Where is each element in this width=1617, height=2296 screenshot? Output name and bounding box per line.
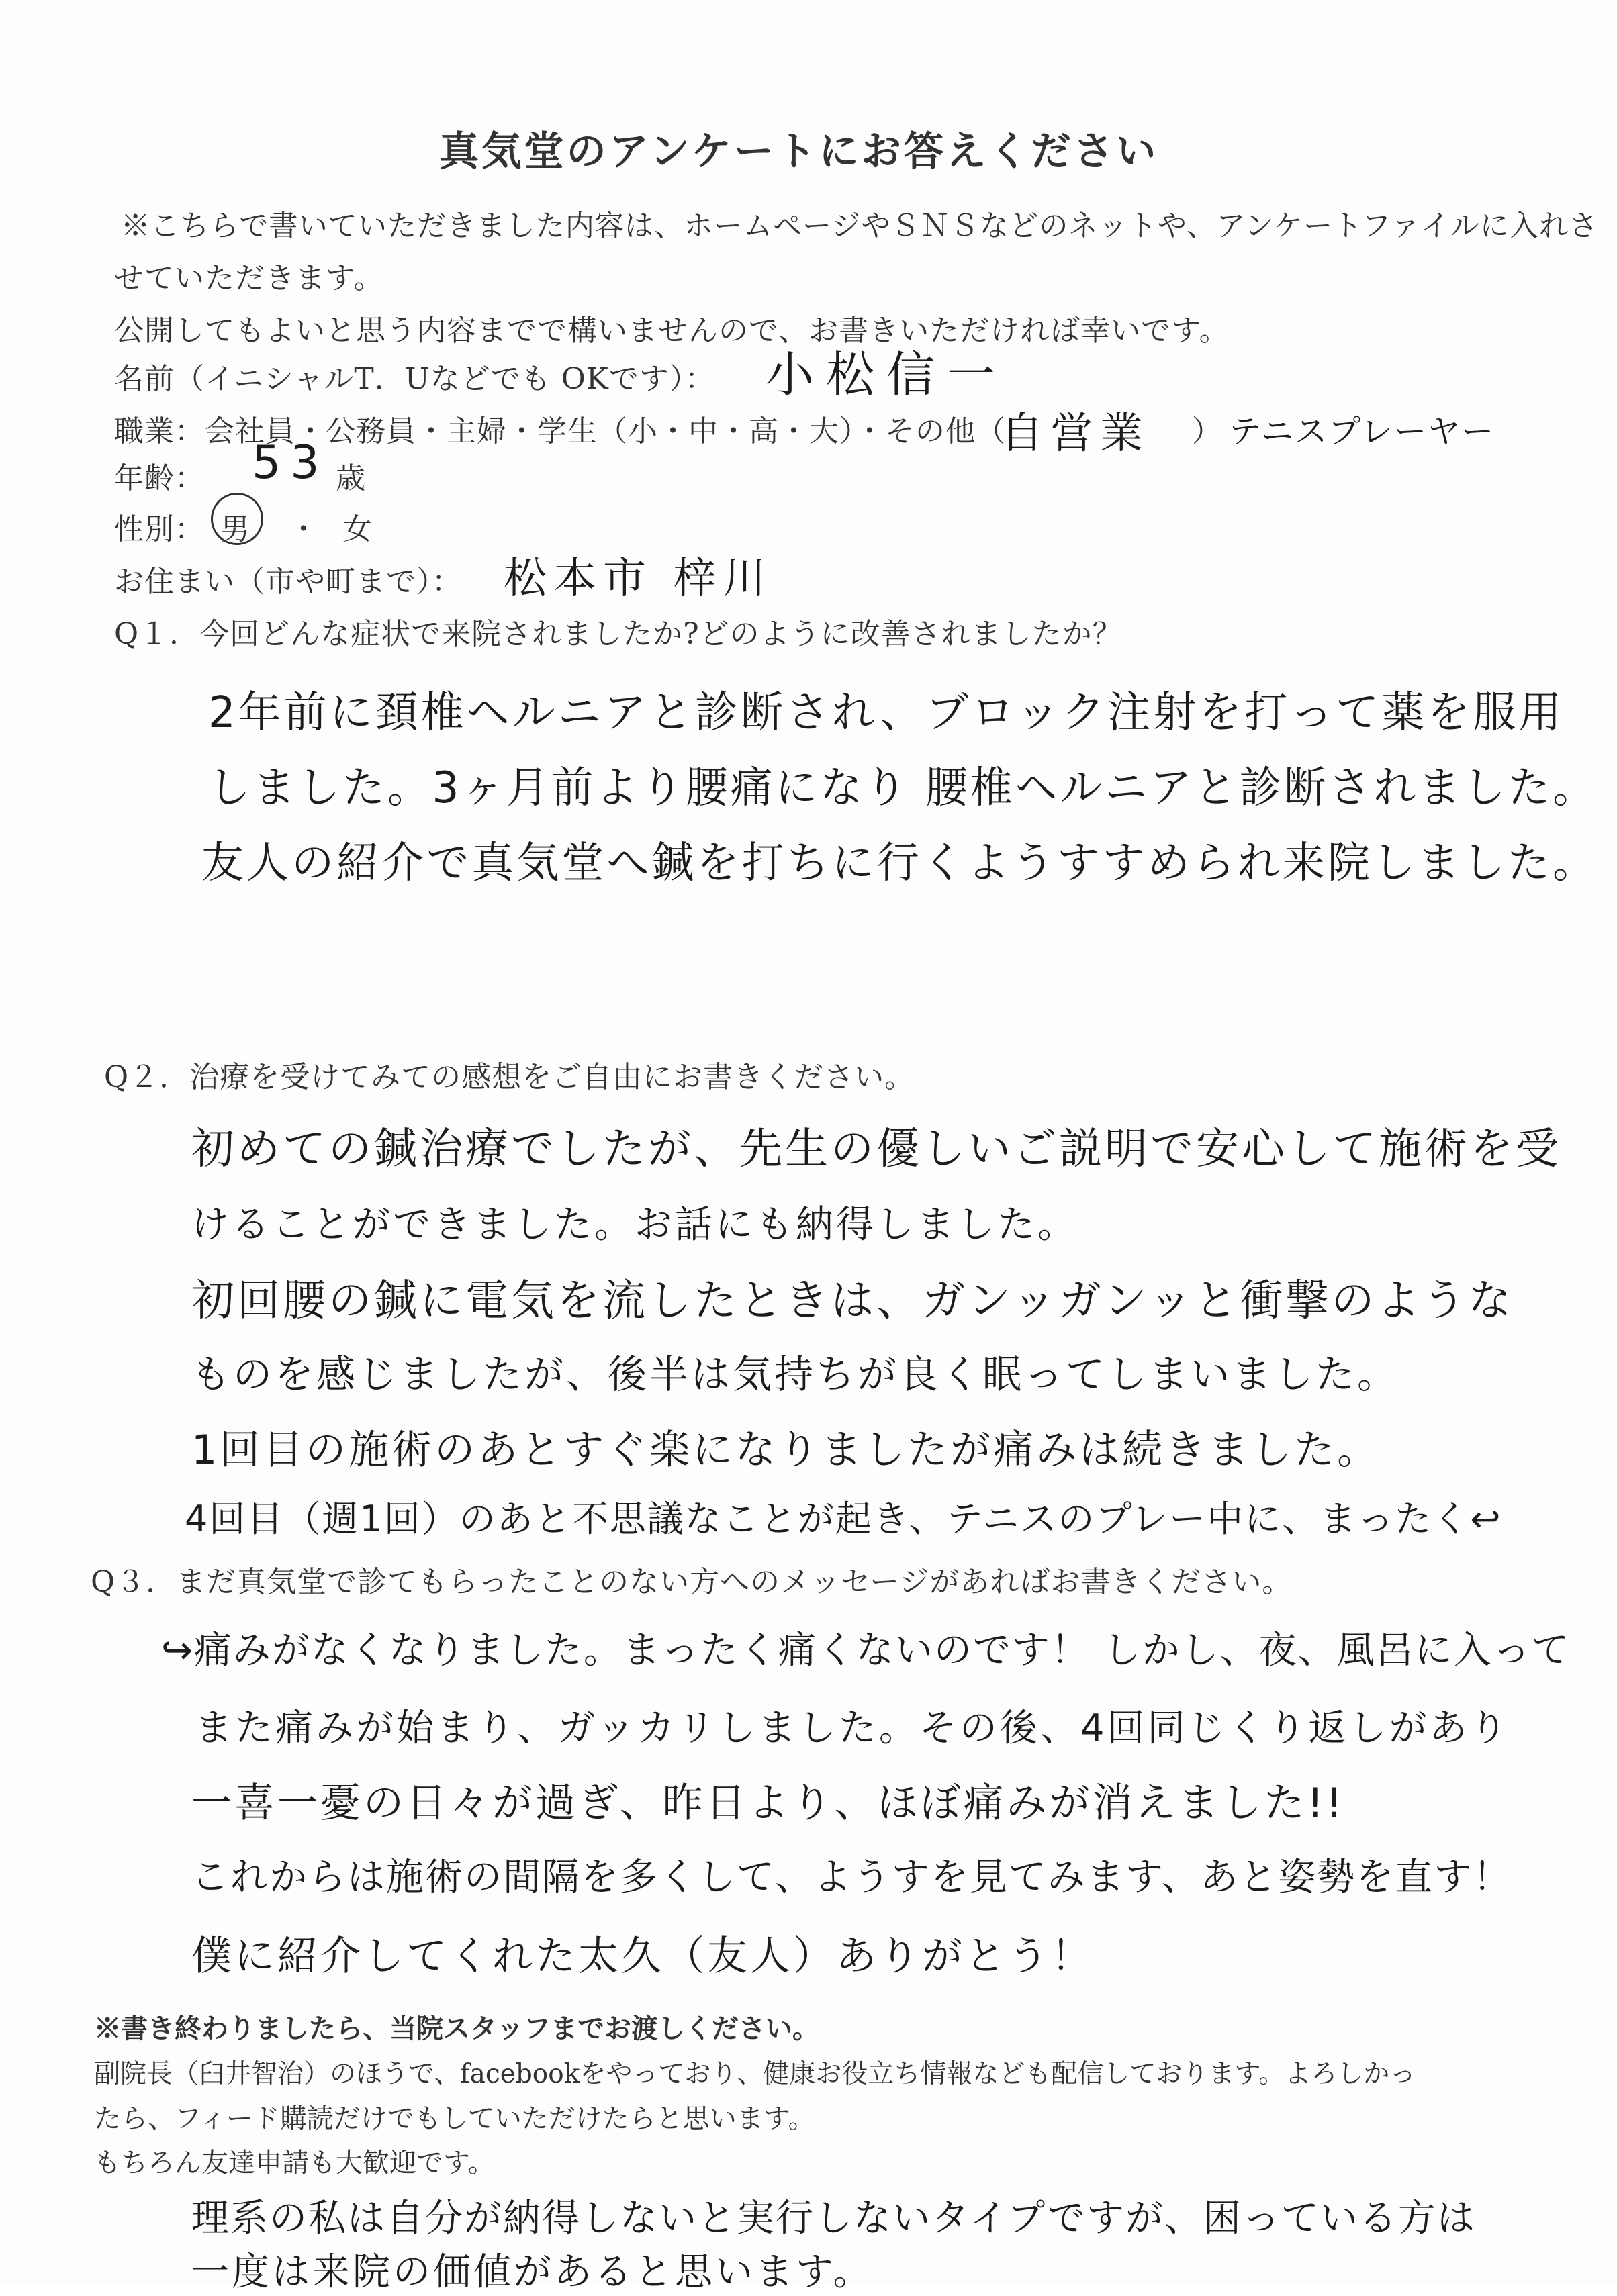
- gender-label: 性別：: [114, 512, 205, 546]
- q3-answer-line: これからは施術の間隔を多くして、ようすを見てみます、あと姿勢を直す！: [191, 1856, 1512, 1899]
- extra-answer-line: 理系の私は自分が納得しないと実行しないタイプですが、困っている方は: [191, 2197, 1476, 2240]
- q2-answer-line: ものを感じましたが、後半は気持ちが良く眠ってしまいました。: [191, 1351, 1399, 1397]
- occupation-note: テニスプレーヤー: [1229, 413, 1495, 450]
- notice-line-2: せていただきます。: [114, 261, 384, 295]
- name-label: 名前（イニシャルT．Uなどでも OKです）：: [114, 362, 715, 396]
- name-value: 小松信一: [766, 346, 1008, 403]
- extra-answer-line: 一度は来院の価値があると思います。: [191, 2250, 874, 2294]
- notice-line-3: 公開してもよいと思う内容までで構いませんので、お書きいただければ幸いです。: [114, 314, 1230, 348]
- q3-question: Q３．まだ真気堂で診てもらったことのない方へのメッセージがあればお書きください。: [91, 1565, 1293, 1599]
- gender-female: 女: [342, 512, 373, 546]
- footer-line-4: もちろん友達申請も大歓迎です。: [94, 2148, 495, 2179]
- q3-answer-line: ↪痛みがなくなりました。まったく痛くないのです！ しかし、夜、風呂に入って: [161, 1629, 1571, 1672]
- notice-line-1: ※こちらで書いていただきました内容は、ホームページやＳＮＳなどのネットや、アンケートファイルに入れさ: [121, 209, 1599, 243]
- q2-question: Q２．治療を受けてみての感想をご自由にお書きください。: [104, 1060, 915, 1094]
- occupation-value: 自営業: [1001, 409, 1150, 459]
- q2-answer-line: 4回目（週1回）のあと不思議なことが起き、テニスのプレー中に、まったく↩: [185, 1498, 1502, 1540]
- q3-answer-line: また痛みが始まり、ガッカリしました。その後、4回同じくり返しがあり: [195, 1707, 1510, 1750]
- gender-separator: ・: [289, 512, 319, 546]
- q3-answer-line: 一喜一憂の日々が過ぎ、昨日より、ほぼ痛みが消えました!!: [191, 1780, 1345, 1827]
- q1-question: Q１．今回どんな症状で来院されましたか?どのように改善されましたか？: [114, 617, 1123, 651]
- page-title: 真気堂のアンケートにお答えください: [438, 128, 1159, 175]
- q1-answer-line: しました。3ヶ月前より腰痛になり 腰椎ヘルニアと診断されました。: [208, 763, 1598, 813]
- footer-line-1: ※書き終わりましたら、当院スタッフまでお渡しください。: [94, 2013, 819, 2044]
- footer-line-2: 副院長（臼井智治）のほうで、facebookをやっており、健康お役立ち情報なども配信しております。よろしかっ: [94, 2059, 1416, 2089]
- age-unit: 歳: [336, 461, 366, 495]
- q2-answer-line: 初めての鍼治療でしたが、先生の優しいご説明で安心して施術を受: [191, 1125, 1561, 1174]
- q1-answer-line: 友人の紹介で真気堂へ鍼を打ちに行くようすすめられ来院しました。: [201, 839, 1598, 888]
- address-value: 松本市 梓川: [504, 554, 773, 604]
- occupation-label: 職業：会社員・公務員・主婦・学生（小・中・高・大）・その他（: [114, 414, 1006, 448]
- q2-answer-line: けることができました。お話にも納得しました。: [191, 1203, 1078, 1247]
- q3-answer-line: 僕に紹介してくれた太久（友人）ありがとう！: [191, 1933, 1094, 1980]
- q2-answer-line: 初回腰の鍼に電気を流したときは、ガンッガンッと衝撃のような: [191, 1276, 1514, 1326]
- footer-line-3: たら、フィード購読だけでもしていただけたらと思います。: [94, 2103, 815, 2134]
- q2-answer-line: 1回目の施術のあとすぐ楽になりましたが痛みは続きました。: [191, 1427, 1381, 1474]
- age-value: 53: [252, 436, 329, 489]
- gender-male: 男: [220, 512, 250, 546]
- occupation-close: ）: [1192, 414, 1222, 448]
- age-label: 年齢：: [114, 461, 205, 495]
- q1-answer-line: 2年前に頚椎ヘルニアと診断され、ブロック注射を打って薬を服用: [208, 688, 1565, 738]
- address-label: お住まい（市や町まで）：: [114, 565, 462, 599]
